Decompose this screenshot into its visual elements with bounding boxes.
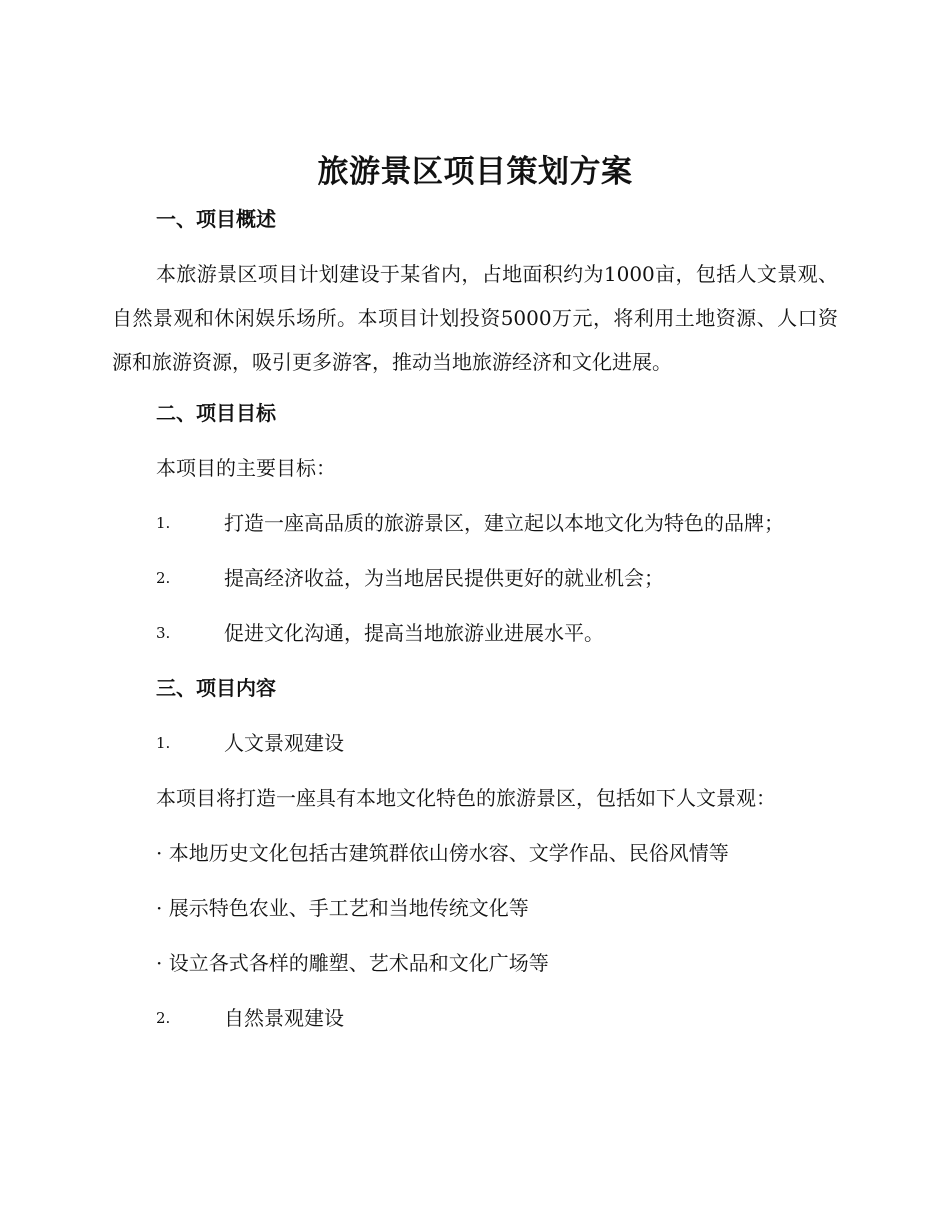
section-heading-overview: 一、项目概述: [156, 207, 276, 231]
content-intro: 本项目将打造一座具有本地文化特色的旅游景区，包括如下人文景观：: [156, 786, 776, 810]
content-subitem-title: 人文景观建设: [224, 731, 344, 755]
section-heading-content: 三、项目内容: [156, 676, 276, 700]
overview-paragraph: 本旅游景区项目计划建设于某省内，占地面积约为1000亩，包括人文景观、自然景观和休闲娱乐场所。本项目计划投资5000万元，将利用土地资源、人口资源和旅游资源，吸引更多游客，推动当地旅游经济和文化进展。: [112, 262, 838, 374]
content-subitem-title: 自然景观建设: [224, 1006, 344, 1030]
goal-item-number: 1.: [156, 514, 171, 532]
content-bullet-item: · 展示特色农业、手工艺和当地传统文化等: [156, 896, 529, 920]
section-heading-goals: 二、项目目标: [156, 401, 276, 425]
goal-item-text: 促进文化沟通，提高当地旅游业进展水平。: [224, 621, 604, 645]
goals-intro: 本项目的主要目标：: [156, 456, 336, 480]
content-bullet-item: · 本地历史文化包括古建筑群依山傍水容、文学作品、民俗风情等: [156, 841, 729, 865]
goal-item-number: 2.: [156, 569, 171, 587]
content-bullet-item: · 设立各式各样的雕塑、艺术品和文化广场等: [156, 951, 549, 975]
content-subitem-number: 1.: [156, 734, 171, 752]
content-subitem-number: 2.: [156, 1009, 171, 1027]
goal-item-text: 提高经济收益，为当地居民提供更好的就业机会；: [224, 566, 664, 590]
goal-item-text: 打造一座高品质的旅游景区，建立起以本地文化为特色的品牌；: [224, 511, 784, 535]
goal-item-number: 3.: [156, 624, 171, 642]
document-title: 旅游景区项目策划方案: [317, 154, 633, 190]
